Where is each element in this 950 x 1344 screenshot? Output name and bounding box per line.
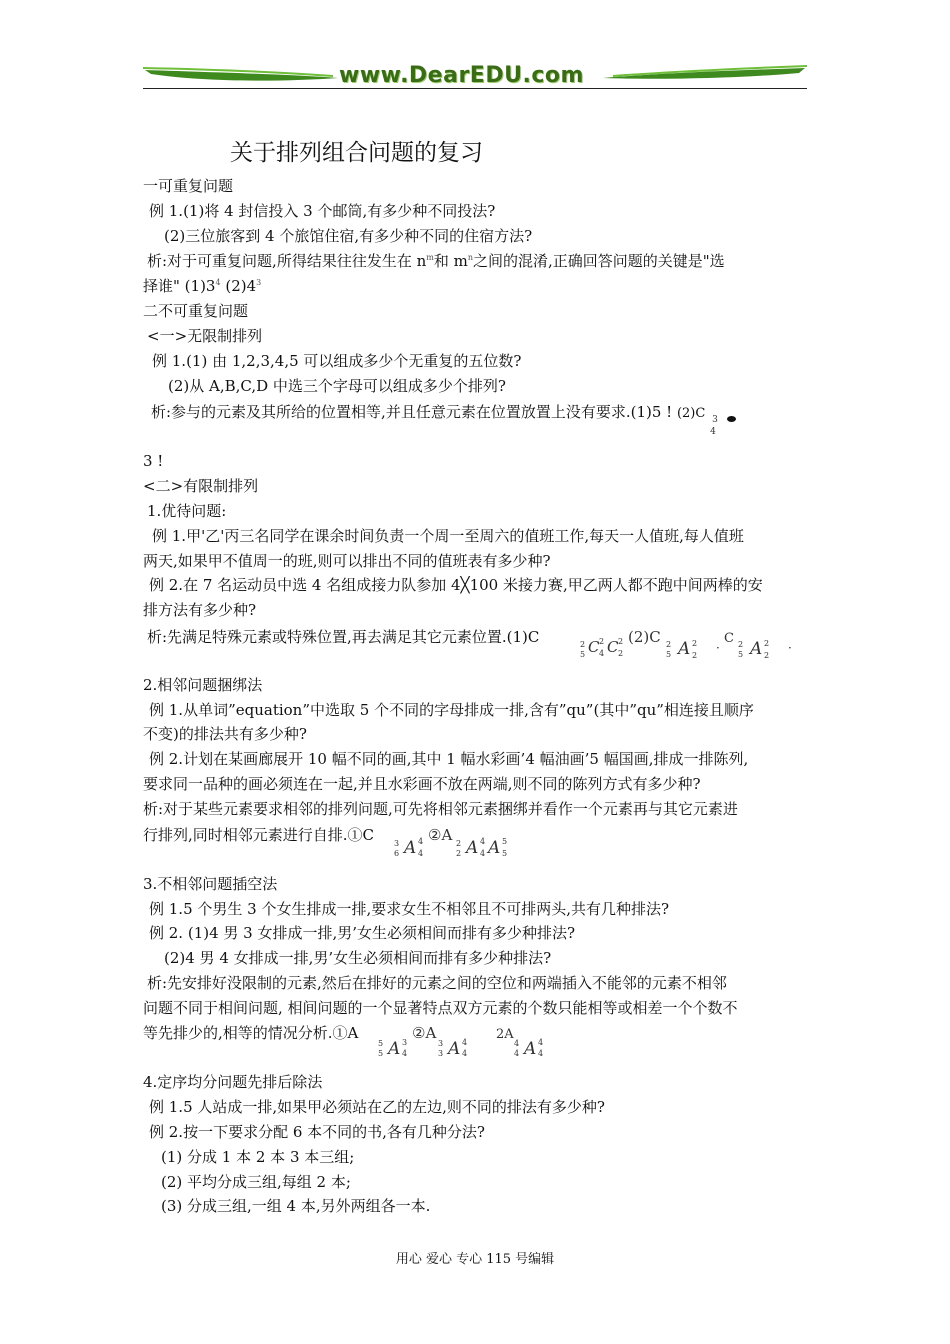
formula-graphic <box>578 622 808 662</box>
formula-text: (2)C <box>676 406 706 421</box>
superscript: n <box>467 253 474 262</box>
header-divider <box>143 88 807 89</box>
paragraph-line: (2)三位旅客到 4 个旅馆住宿,有多少种不同的住宿方法? <box>164 227 533 245</box>
svg-text:2: 2 <box>599 637 605 646</box>
analysis-line: 析:对于某些元素要求相邻的排列问题,可先将相邻元素捆绑并看作一个元素再与其它元素进 <box>143 800 738 818</box>
svg-text:C: C <box>724 631 734 646</box>
svg-text:3: 3 <box>394 839 400 848</box>
analysis-line: 问题不同于相间问题, 相间问题的一个显著特点双方元素的个数只能相等或相差一个个数不 <box>143 999 738 1017</box>
svg-text:A: A <box>388 1039 401 1059</box>
list-item: (2) 平均分成三组,每组 2 本; <box>161 1173 351 1191</box>
analysis-line: 行排列,同时相邻元素进行自排.①C <box>143 826 375 844</box>
paragraph-line: 排方法有多少种? <box>143 601 257 619</box>
paragraph-line: (2)4 男 4 女排成一排,男’女生必须相间而排有多少种排法? <box>164 949 552 967</box>
analysis-line <box>147 251 725 274</box>
paragraph-line: 例 1.从单词”equation”中选取 5 个不同的字母排成一排,含有”qu”(其中”qu”相连接且顺序 <box>149 701 754 719</box>
svg-text:3: 3 <box>438 1049 444 1058</box>
formula-graphic <box>392 820 522 860</box>
list-item: (1) 分成 1 本 2 本 3 本三组; <box>161 1148 355 1166</box>
analysis-text: 之间的混淆,正确回答问题的关键是"选 <box>473 252 725 270</box>
svg-text:5: 5 <box>502 849 508 858</box>
svg-text:4: 4 <box>402 1049 408 1058</box>
subsection-heading: <一>无限制排列 <box>147 327 263 345</box>
svg-text:A: A <box>488 838 501 858</box>
svg-text:4: 4 <box>480 849 486 858</box>
svg-text:4: 4 <box>418 837 424 846</box>
paragraph-line: 例 2. (1)4 男 3 女排成一排,男’女生必须相间而排有多少种排法? <box>149 924 576 942</box>
page-footer: 用心 爱心 专心 115 号编辑 <box>395 1252 555 1267</box>
svg-text:2: 2 <box>456 849 462 858</box>
svg-text:·: · <box>716 641 720 655</box>
svg-text:A: A <box>404 838 417 858</box>
svg-text:4: 4 <box>599 649 605 658</box>
svg-text:2: 2 <box>666 640 672 649</box>
analysis-text: 析:参与的元素及其所给的位置相等,并且任意元素在位置放置上没有要求.(1)5 ! <box>151 403 673 421</box>
svg-text:4: 4 <box>480 837 486 846</box>
svg-text:4: 4 <box>418 849 424 858</box>
svg-text:2: 2 <box>618 637 624 646</box>
paragraph-line: 不变)的排法共有多少种? <box>143 725 307 743</box>
paragraph-line: 例 2.按一下要求分配 6 本不同的书,各有几种分法? <box>149 1123 485 1141</box>
paragraph-line: 例 1.(1)将 4 封信投入 3 个邮筒,有多少种不同投法? <box>149 202 496 220</box>
svg-text:6: 6 <box>394 849 400 858</box>
svg-text:4: 4 <box>462 1038 468 1047</box>
analysis-text: 和 m <box>433 252 468 270</box>
svg-text:2: 2 <box>618 649 624 658</box>
formula-indices <box>710 402 722 437</box>
subsection-heading: 4.定序均分问题先排后除法 <box>143 1073 323 1091</box>
paragraph-line: 例 1.5 个男生 3 个女生排成一排,要求女生不相邻且不可排两头,共有几种排法? <box>149 900 670 918</box>
svg-text:C: C <box>607 638 619 656</box>
svg-text:4: 4 <box>462 1049 468 1058</box>
analysis-line <box>151 402 736 437</box>
paragraph-line: 两天,如果甲不值周一的班,则可以排出不同的值班表有多少种? <box>143 552 551 570</box>
analysis-text: 析:对于可重复问题,所得结果往往发生在 n <box>147 252 427 270</box>
analysis-text: 择谁" (1)3 <box>143 277 216 295</box>
bullet-dot-icon <box>727 416 736 422</box>
svg-text:A: A <box>466 838 479 858</box>
svg-text:2: 2 <box>738 640 744 649</box>
list-item: (3) 分成三组,一组 4 本,另外两组各一本. <box>161 1197 431 1215</box>
svg-text:2A: 2A <box>496 1027 514 1042</box>
formula-subscript: 4 <box>710 427 716 437</box>
svg-text:5: 5 <box>666 650 672 659</box>
svg-text:4: 4 <box>514 1049 520 1058</box>
analysis-line <box>143 276 261 299</box>
document-title: 关于排列组合问题的复习 <box>230 140 483 166</box>
subsection-heading: 1.优待问题: <box>147 502 227 520</box>
superscript: m <box>426 253 434 262</box>
analysis-line: 等先排少的,相等的情况分析.①A <box>143 1024 359 1042</box>
svg-text:4: 4 <box>538 1038 544 1047</box>
svg-text:(2)C: (2)C <box>628 628 661 646</box>
paragraph-line: 例 1.甲'乙'丙三名同学在课余时间负责一个周一至周六的值班工作,每天一人值班,每人值班 <box>152 527 744 545</box>
paragraph-line: 例 1.(1) 由 1,2,3,4,5 可以组成多少个无重复的五位数? <box>152 352 522 370</box>
paragraph-line: 要求同一品种的画必须连在一起,并且水彩画不放在两端,则不同的陈列方式有多少种? <box>143 775 701 793</box>
svg-text:②A: ②A <box>412 1024 437 1042</box>
svg-text:A: A <box>750 639 763 659</box>
subsection-heading: 2.相邻问题捆绑法 <box>143 676 263 694</box>
svg-text:②A: ②A <box>428 826 453 844</box>
analysis-line: 析:先满足特殊元素或特殊位置,再去满足其它元素位置.(1)C <box>147 628 540 646</box>
svg-text:4: 4 <box>514 1039 520 1048</box>
exponent: 4 <box>215 278 221 287</box>
svg-text:2: 2 <box>692 651 698 660</box>
analysis-text: (2)4 <box>225 277 257 295</box>
svg-text:4: 4 <box>538 1049 544 1058</box>
svg-text:·: · <box>788 641 792 655</box>
section-heading: 二不可重复问题 <box>143 302 249 320</box>
svg-text:5: 5 <box>738 650 744 659</box>
svg-text:A: A <box>448 1039 461 1059</box>
formula-graphic <box>376 1018 556 1062</box>
section-heading: 一可重复问题 <box>143 177 234 195</box>
svg-text:3: 3 <box>438 1039 444 1048</box>
svg-text:5: 5 <box>580 650 586 659</box>
svg-text:2: 2 <box>764 651 770 660</box>
svg-text:C: C <box>588 638 600 656</box>
svg-text:5: 5 <box>502 837 508 846</box>
svg-text:A: A <box>524 1039 537 1059</box>
paragraph-line: 例 1.5 人站成一排,如果甲必须站在乙的左边,则不同的排法有多少种? <box>149 1098 605 1116</box>
svg-text:A: A <box>678 639 691 659</box>
analysis-line: 析:先安排好没限制的元素,然后在排好的元素之间的空位和两端插入不能邻的元素不相邻 <box>147 974 727 992</box>
svg-text:3: 3 <box>402 1038 408 1047</box>
paragraph-line: 例 2.在 7 名运动员中选 4 名组成接力队参加 4╳100 米接力赛,甲乙两人都不跑中间两棒的安 <box>149 576 763 594</box>
paragraph-line: (2)从 A,B,C,D 中选三个字母可以组成多少个排列? <box>168 377 506 395</box>
formula-superscript: 3 <box>712 415 718 425</box>
svg-text:2: 2 <box>764 639 770 648</box>
subsection-heading: 3.不相邻问题插空法 <box>143 875 278 893</box>
svg-text:5: 5 <box>378 1039 384 1048</box>
paragraph-line: 例 2.计划在某画廊展开 10 幅不同的画,其中 1 幅水彩画’4 幅油画’5 幅国画,排成一排陈列, <box>149 750 749 768</box>
svg-text:5: 5 <box>378 1049 384 1058</box>
site-logo-text[interactable]: www.DearEDU.com <box>339 63 584 88</box>
subsection-heading: <二>有限制排列 <box>143 477 259 495</box>
paragraph-line: 3 ! <box>143 452 164 470</box>
svg-text:2: 2 <box>580 640 586 649</box>
svg-text:2: 2 <box>692 639 698 648</box>
svg-text:2: 2 <box>456 839 462 848</box>
exponent: 3 <box>256 278 262 287</box>
